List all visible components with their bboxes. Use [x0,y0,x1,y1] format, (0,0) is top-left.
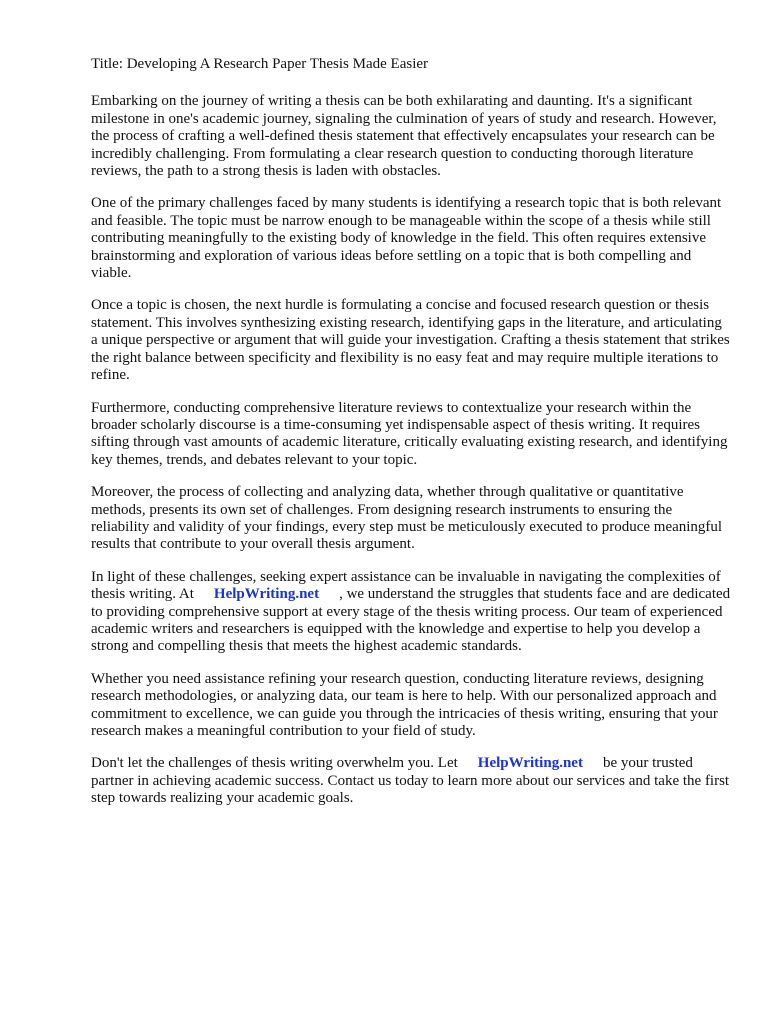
paragraph-topic-challenge: One of the primary challenges faced by many students is identifying a research topic that is both relevant and feasible. The topic must be narrow enough to be manageable within the scope of a thesis while still contributing meaningfully to the existing body of knowledge in the field. This often requires extensive brainstorming and exploration of various ideas before settling on a topic that is both compelling and viable. [91,195,722,282]
paragraph-call-to-action-text-before: Don't let the challenges of thesis writing overwhelm you. Let [91,755,458,772]
helpwriting-link[interactable]: HelpWriting.net [213,586,320,603]
paragraph-call-to-action [91,755,731,807]
paragraph-expert-assistance [91,569,731,656]
paragraph-team-help: Whether you need assistance refining your research question, conducting literature reviews, designing research methodologies, or analyzing data, our team is here to help. With our personalized approach and commitment to excellence, we can guide you through the intricacies of thesis writing, ensuring that your research makes a meaningful contribution to your field of study. [91,670,718,739]
paragraph-call-to-action-text-after: be your trusted partner in achieving academic success. Contact us today to learn more about our services and take the first step towards realizing your academic goals. [91,755,730,807]
paragraph-data-analysis: Moreover, the process of collecting and analyzing data, whether through qualitative or quantitative methods, presents its own set of challenges. From designing research instruments to ensuring the reliability and validity of your findings, every step must be meticulously executed to produce meaningful results that contribute to your overall thesis argument. [91,484,723,553]
document-page [91,56,731,823]
paragraph-intro: Embarking on the journey of writing a thesis can be both exhilarating and daunting. It's a significant milestone in one's academic journey, signaling the culmination of years of study and research. However, the process of crafting a well-defined thesis statement that effectively encapsulates your research can be incredibly challenging. From formulating a clear research question to conducting thorough literature reviews, the path to a strong thesis is laden with obstacles. [91,93,717,180]
paragraph-literature-review: Furthermore, conducting comprehensive literature reviews to contextualize your research within the broader scholarly discourse is a time-consuming yet indispensable aspect of thesis writing. It requires sifting through vast amounts of academic literature, critically evaluating existing research, and identifying key themes, trends, and debates relevant to your topic. [91,399,728,468]
document-title: Title: Developing A Research Paper Thesis Made Easier [91,56,429,72]
paragraph-expert-assistance-text-before: In light of these challenges, seeking expert assistance can be invaluable in navigating the complexities of thesis writing. At [91,568,721,603]
helpwriting-link-cta[interactable]: HelpWriting.net [477,755,583,772]
paragraph-research-question: Once a topic is chosen, the next hurdle is formulating a concise and focused research question or thesis statement. This involves synthesizing existing research, identifying gaps in the literature, and articulating a unique perspective or argument that will guide your investigation. Crafting a thesis statement that strikes the right balance between specificity and flexibility is no easy feat and may require multiple iterations to refine. [91,297,730,384]
paragraph-expert-assistance-text-after: , we understand the struggles that students face and are dedicated to providing comprehensive support at every stage of the thesis writing process. Our team of experienced academic writers and researchers is equipped with the knowledge and expertise to help you develop a strong and compelling thesis that meets the highest academic standards. [91,586,731,655]
